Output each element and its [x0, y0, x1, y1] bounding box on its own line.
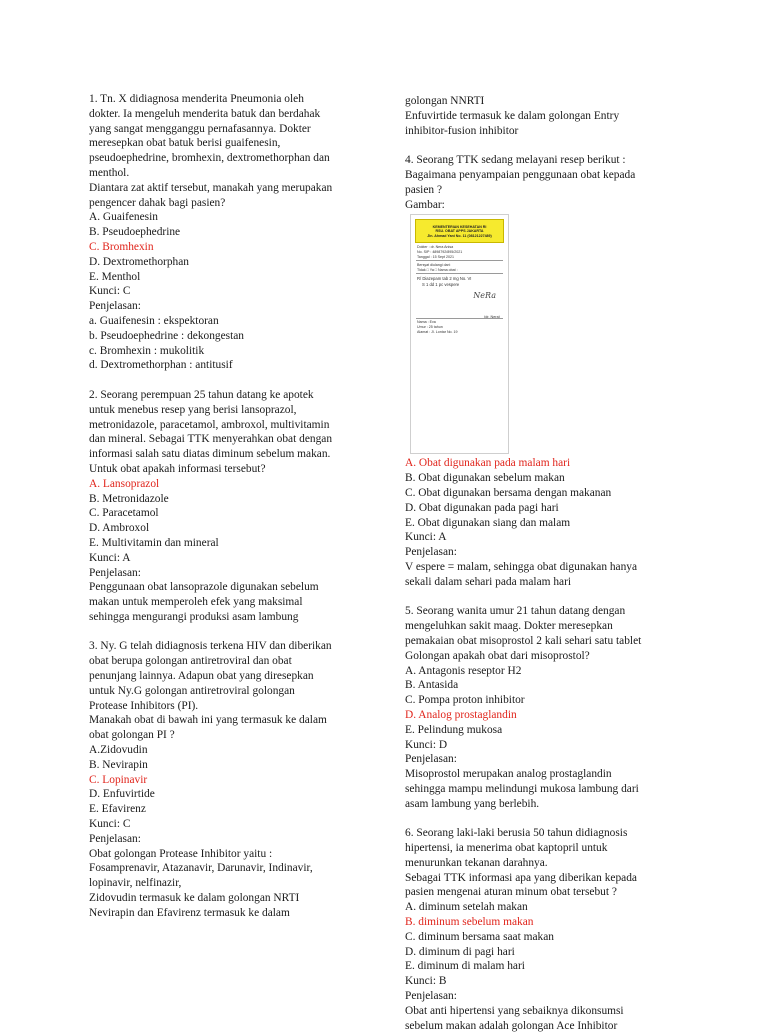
text-line: Diantara zat aktif tersebut, manakah yang merupakan [89, 181, 333, 194]
option-a: A. diminum setelah makan [405, 901, 528, 914]
text-line: pseudoephedrine, bromhexin, dextromethorphan dan [89, 152, 330, 165]
rx-instructions [417, 276, 471, 287]
text-line: Enfuvirtide termasuk ke dalam golongan Entry [405, 109, 620, 122]
text-line: meresepkan obat batuk berisi guaifenesin, [89, 137, 281, 150]
text-line: Golongan apakah obat dari misoprostol? [405, 649, 590, 662]
text-line: Gambar: [405, 198, 445, 211]
text-line: informasi salah satu diatas diminum sebelum makan. [89, 448, 331, 461]
text-line: inhibitor-fusion inhibitor [405, 124, 519, 137]
text-line: makan untuk memperoleh efek yang maksimal [89, 596, 303, 609]
text-line: pengencer dahak bagi pasien? [89, 196, 226, 209]
text-line: pasien mengenai aturan minum obat tersebut ? [405, 886, 617, 899]
option-d: D. diminum di pagi hari [405, 945, 515, 958]
text-line: mengeluhkan sakit maag. Dokter meresepkan [405, 620, 613, 633]
text-line: pemakaian obat misoprostol 2 kali sehari satu tablet [405, 634, 642, 647]
text-line: c. Bromhexin : mukolitik [89, 344, 205, 357]
text-line: menurunkan tekanan darahnya. [405, 856, 548, 869]
left-column [89, 92, 371, 921]
text-line: lopinavir, nelfinazir, [89, 877, 182, 890]
question-3-continued [405, 94, 687, 138]
option-e: E. Pelindung mukosa [405, 723, 503, 736]
text-line: 3. Ny. G telah didiagnosis terkena HIV dan diberikan [89, 640, 332, 653]
text-line: yang sangat mengganggu pernafasannya. Dokter [89, 122, 311, 135]
doctor-line: Dokter : dr. Nera Anisa [417, 245, 454, 250]
answer-key: Kunci: B [405, 975, 447, 988]
option-d: D. Ambroxol [89, 522, 150, 535]
text-line: Zidovudin termasuk ke dalam golongan NRTI [89, 892, 300, 905]
option-b: B. Antasida [405, 679, 459, 692]
text-line: Penggunaan obat lansoprazole digunakan sebelum [89, 581, 319, 594]
text-line: obat golongan PI ? [89, 729, 175, 742]
option-c: C. Pompa proton inhibitor [405, 694, 525, 707]
correct-answer: A. Lansoprazol [89, 477, 160, 490]
answer-key: Kunci: D [405, 738, 448, 751]
question-5 [405, 604, 687, 811]
explanation-label: Penjelasan: [89, 300, 141, 313]
text-line: d. Dextromethorphan : antitusif [89, 359, 233, 372]
text-line: untuk Ny.G golongan antiretroviral golongan [89, 684, 295, 697]
option-c: C. Obat digunakan bersama dengan makanan [405, 486, 612, 499]
text-line: golongan NNRTI [405, 95, 485, 107]
prescription-image [410, 214, 509, 454]
text-line: V espere = malam, sehingga obat digunakan hanya [405, 560, 638, 573]
text-line: Misoprostol merupakan analog prostaglandin [405, 768, 612, 781]
text-line: Obat anti hipertensi yang sebaiknya dikonsumsi [405, 1004, 624, 1017]
text-line: sehingga mengurangi produksi asam lambung [89, 610, 299, 623]
text-line: metronidazole, paracetamol, ambroxol, multivitamin [89, 418, 330, 431]
rx-line: S 1 dd 1 pc vespere [422, 281, 460, 287]
header-line: Jln. Ahmad Yani No. 11 (08121227489) [427, 233, 492, 238]
question-4 [405, 153, 687, 589]
question-6 [405, 826, 687, 1033]
divider [416, 260, 503, 261]
text-line: asam lambung yang berlebih. [405, 797, 540, 810]
option-c: C. Paracetamol [89, 507, 159, 520]
text-line: Manakah obat di bawah ini yang termasuk ke dalam [89, 714, 327, 727]
option-b: B. Obat digunakan sebelum makan [405, 472, 565, 485]
text-line: hipertensi, ia menerima obat kaptopril untuk [405, 842, 608, 855]
patient-line: Nama : Eva [417, 320, 436, 325]
text-line: dokter. Ia mengeluh menderita batuk dan berdahak [89, 107, 321, 120]
text-line: Sebagai TTK informasi apa yang diberikan kepada [405, 871, 637, 884]
option-e: E. Menthol [89, 270, 141, 283]
correct-answer: D. Analog prostaglandin [405, 708, 517, 721]
correct-answer: A. Obat digunakan pada malam hari [405, 457, 571, 470]
explanation-label: Penjelasan: [405, 990, 457, 1003]
text-line: 1. Tn. X didiagnosa menderita Pneumonia oleh [89, 93, 304, 105]
doctor-line: Tanggal : 15 Sept 2021 [417, 254, 454, 259]
patient-line: Alamat : Jl. Lontar No. 19 [417, 329, 458, 334]
text-line: penunjang lainnya. Adapun obat yang diresepkan [89, 670, 314, 683]
iter-line: Tidak □ Ya □ Nama obat : [417, 267, 458, 272]
question-1 [89, 92, 371, 373]
correct-answer: C. Lopinavir [89, 773, 148, 786]
text-line: Nevirapin dan Efavirenz termasuk ke dalam [89, 906, 290, 919]
doctor-info [417, 245, 462, 259]
answer-key: Kunci: A [405, 531, 447, 544]
text-line: sekali dalam sehari pada malam hari [405, 575, 572, 588]
text-line: Obat golongan Protease Inhibitor yaitu : [89, 847, 273, 860]
text-line: obat berupa golongan antiretroviral dan obat [89, 655, 292, 668]
option-d: D. Obat digunakan pada pagi hari [405, 501, 559, 514]
option-d: D. Enfuvirtide [89, 788, 155, 801]
option-a: A.Zidovudin [89, 744, 148, 757]
text-line: a. Guaifenesin : ekspektoran [89, 314, 219, 327]
iter-line: Bersyat diulangi dari: [417, 263, 451, 268]
doctor-signature: NeRa [473, 291, 496, 301]
text-line: menthol. [89, 166, 130, 179]
patient-line: Umur : 25 tahun [417, 324, 443, 329]
answer-key: Kunci: C [89, 818, 131, 831]
option-b: B. Nevirapin [89, 758, 148, 771]
option-e: E. diminum di malam hari [405, 960, 525, 973]
rx-line: R/ Diazepam tab 2 mg No. VI [417, 276, 472, 282]
doctor-line: No. SIP : 4898792/895/2021 [417, 249, 463, 254]
header-line: RSU. OBAT APPS JAKARTA [435, 229, 484, 234]
answer-key: Kunci: C [89, 285, 131, 298]
patient-info [417, 320, 458, 334]
question-2 [89, 388, 371, 625]
option-e: E. Multivitamin dan mineral [89, 536, 219, 549]
answer-key: Kunci: A [89, 551, 131, 564]
correct-answer: B. diminum sebelum makan [405, 916, 534, 929]
option-a: A. Antagonis reseptor H2 [405, 664, 522, 677]
text-line: b. Pseudoephedrine : dekongestan [89, 329, 245, 342]
text-line: sehingga mampu melindungi mukosa lambung dari [405, 782, 639, 795]
text-line: 6. Seorang laki-laki berusia 50 tahun didiagnosis [405, 827, 628, 840]
text-line: 5. Seorang wanita umur 21 tahun datang dengan [405, 605, 626, 618]
option-a: A. Guaifenesin [89, 211, 158, 224]
text-line: Protease Inhibitors (PI). [89, 699, 199, 712]
explanation-label: Penjelasan: [89, 566, 141, 579]
option-e: E. Obat digunakan siang dan malam [405, 516, 571, 529]
divider [416, 273, 503, 274]
explanation-label: Penjelasan: [89, 832, 141, 845]
header-line: KEMENTERIAN KESEHATAN RI [432, 224, 487, 229]
text-line: untuk menebus resep yang berisi lansoprazol, [89, 403, 297, 416]
text-line: sebelum makan adalah golongan Ace Inhibitor [405, 1019, 618, 1032]
text-line: 4. Seorang TTK sedang melayani resep berikut : [405, 154, 626, 167]
text-line: pasien ? [405, 183, 443, 196]
option-e: E. Efavirenz [89, 803, 146, 816]
right-column [405, 94, 687, 1033]
correct-answer: C. Bromhexin [89, 240, 154, 253]
divider [416, 318, 503, 319]
prescription-header [415, 219, 504, 243]
text-line: dan mineral. Sebagai TTK menyerahkan obat dengan [89, 433, 333, 446]
text-line: Bagaimana penyampaian penggunaan obat kepada [405, 168, 636, 181]
iteration-info [417, 263, 458, 272]
option-b: B. Metronidazole [89, 492, 169, 505]
text-line: Untuk obat apakah informasi tersebut? [89, 462, 266, 475]
explanation-label: Penjelasan: [405, 753, 457, 766]
option-d: D. Dextromethorphan [89, 255, 189, 268]
option-c: C. diminum bersama saat makan [405, 930, 554, 943]
text-line: 2. Seorang perempuan 25 tahun datang ke apotek [89, 388, 314, 401]
option-b: B. Pseudoephedrine [89, 226, 181, 239]
question-3 [89, 639, 371, 920]
doctor-name: (dr. Nera) [483, 315, 500, 320]
text-line: Fosamprenavir, Atazanavir, Darunavir, Indinavir, [89, 862, 313, 875]
explanation-label: Penjelasan: [405, 546, 457, 559]
